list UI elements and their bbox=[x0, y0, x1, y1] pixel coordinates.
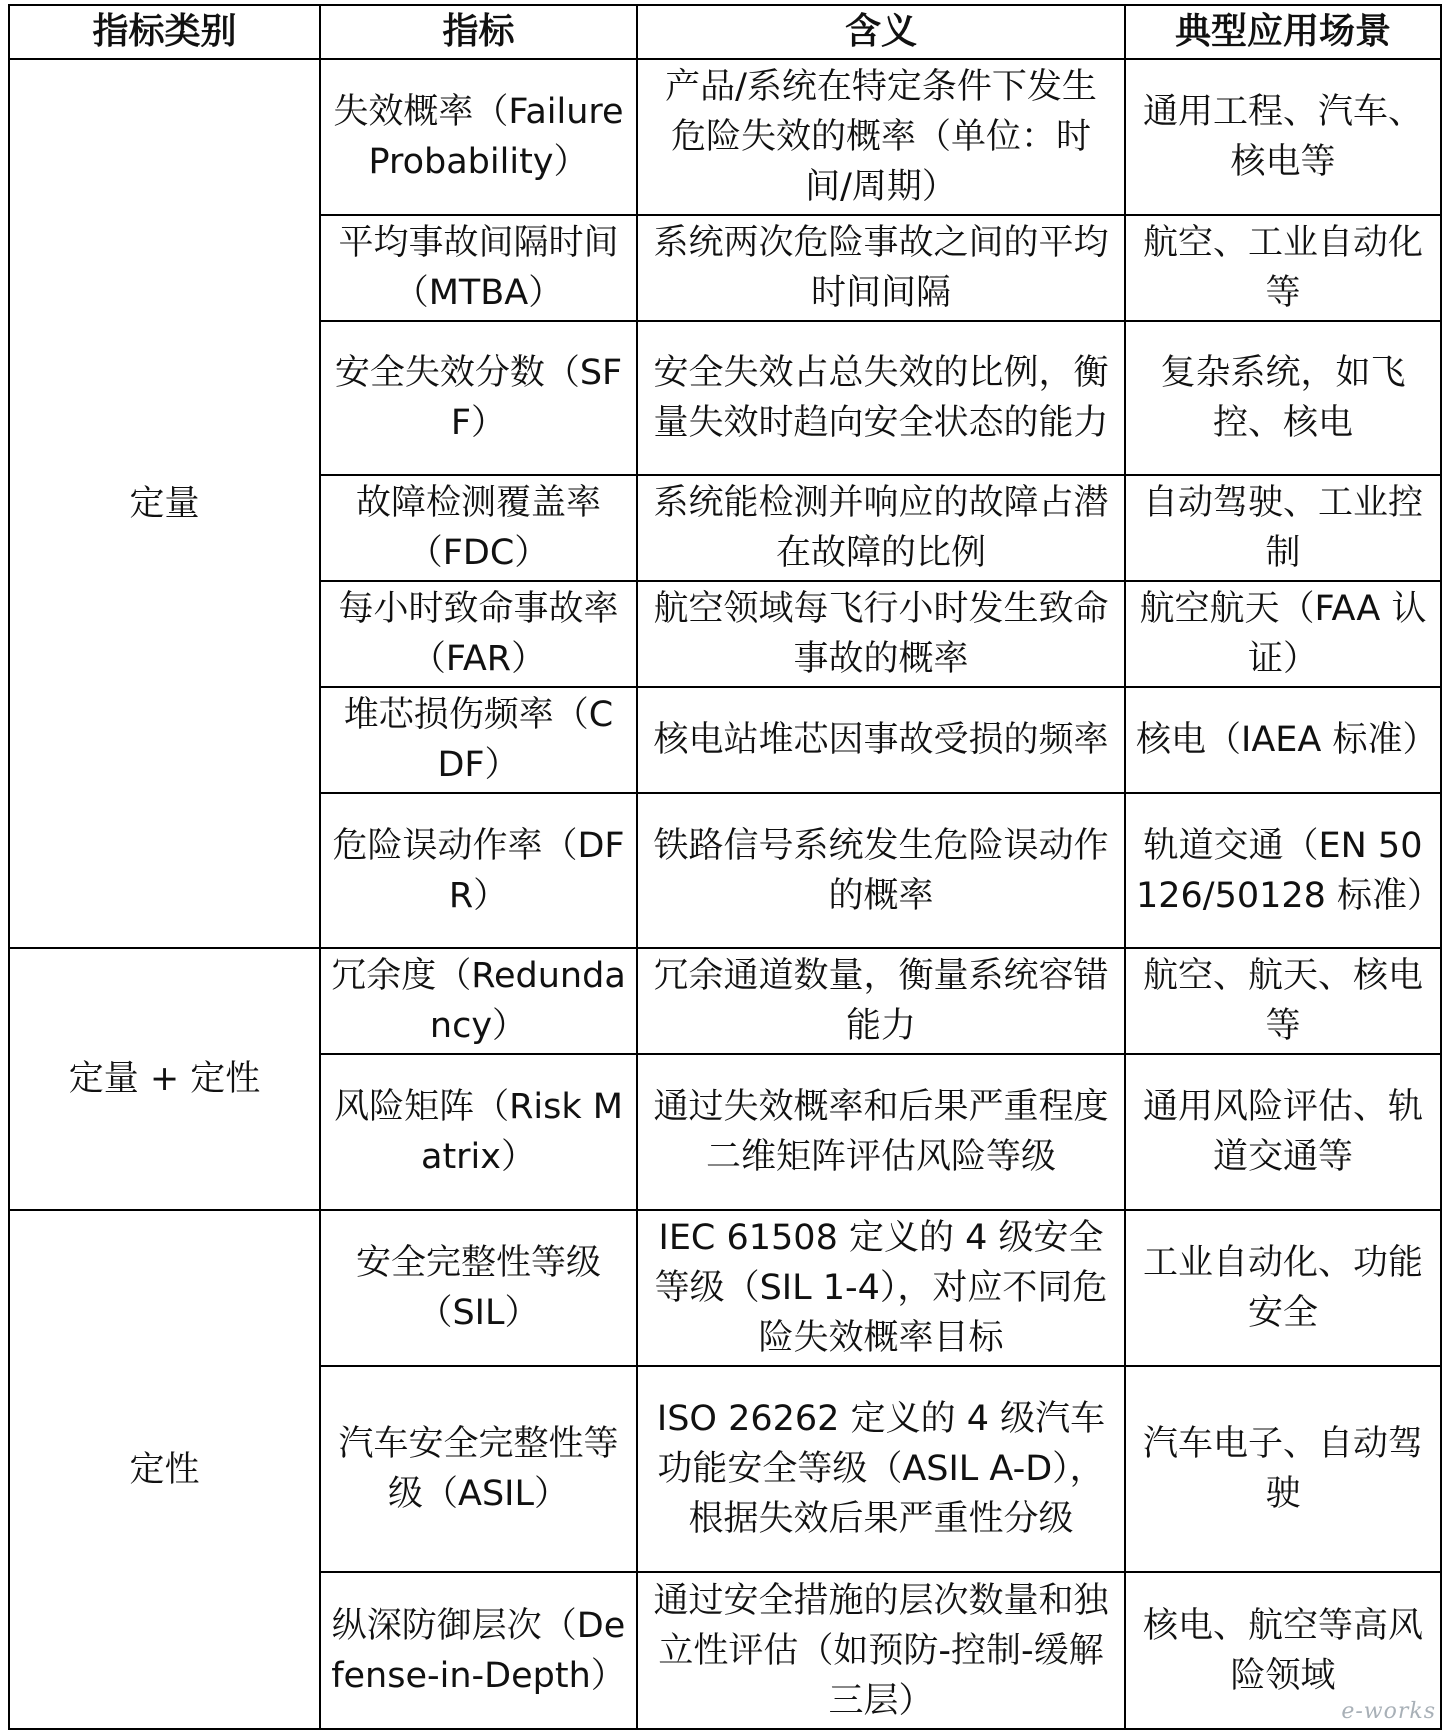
header-application: 典型应用场景 bbox=[1125, 5, 1441, 59]
metric-cell: 故障检测覆盖率（FDC） bbox=[320, 475, 637, 581]
application-cell: 航空航天（FAA 认证） bbox=[1125, 581, 1441, 687]
application-cell: 核电、航空等高风险领域 bbox=[1125, 1572, 1441, 1729]
header-category: 指标类别 bbox=[9, 5, 320, 59]
header-row bbox=[9, 5, 1441, 59]
category-cell: 定性 bbox=[9, 1210, 320, 1729]
metric-cell: 风险矩阵（Risk Matrix） bbox=[320, 1054, 637, 1210]
watermark-logo: e-works bbox=[1341, 1699, 1436, 1724]
application-cell: 自动驾驶、工业控制 bbox=[1125, 475, 1441, 581]
meaning-cell: 系统两次危险事故之间的平均时间间隔 bbox=[637, 215, 1125, 321]
meaning-cell: 系统能检测并响应的故障占潜在故障的比例 bbox=[637, 475, 1125, 581]
meaning-cell: 通过失效概率和后果严重程度二维矩阵评估风险等级 bbox=[637, 1054, 1125, 1210]
metric-cell: 汽车安全完整性等级（ASIL） bbox=[320, 1366, 637, 1572]
application-cell: 通用风险评估、轨道交通等 bbox=[1125, 1054, 1441, 1210]
metric-cell: 安全失效分数（SFF） bbox=[320, 321, 637, 475]
meaning-cell: 安全失效占总失效的比例，衡量失效时趋向安全状态的能力 bbox=[637, 321, 1125, 475]
meaning-cell: ISO 26262 定义的 4 级汽车功能安全等级（ASIL A-D），根据失效后果严重性分级 bbox=[637, 1366, 1125, 1572]
application-cell: 核电（IAEA 标准） bbox=[1125, 687, 1441, 793]
safety-metrics-table bbox=[8, 4, 1442, 1730]
application-cell: 通用工程、汽车、核电等 bbox=[1125, 59, 1441, 215]
metric-cell: 每小时致命事故率（FAR） bbox=[320, 581, 637, 687]
application-cell: 航空、航天、核电等 bbox=[1125, 948, 1441, 1054]
metric-cell: 冗余度（Redundancy） bbox=[320, 948, 637, 1054]
header-metric: 指标 bbox=[320, 5, 637, 59]
application-cell: 轨道交通（EN 50126/50128 标准） bbox=[1125, 793, 1441, 948]
meaning-cell: 产品/系统在特定条件下发生危险失效的概率（单位：时间/周期） bbox=[637, 59, 1125, 215]
metric-cell: 平均事故间隔时间（MTBA） bbox=[320, 215, 637, 321]
table-row bbox=[9, 948, 1441, 1054]
category-cell: 定量 bbox=[9, 59, 320, 948]
meaning-cell: 通过安全措施的层次数量和独立性评估（如预防-控制-缓解三层） bbox=[637, 1572, 1125, 1729]
application-cell: 汽车电子、自动驾驶 bbox=[1125, 1366, 1441, 1572]
metric-cell: 堆芯损伤频率（CDF） bbox=[320, 687, 637, 793]
header-meaning: 含义 bbox=[637, 5, 1125, 59]
meaning-cell: 铁路信号系统发生危险误动作的概率 bbox=[637, 793, 1125, 948]
metric-cell: 纵深防御层次（Defense-in-Depth） bbox=[320, 1572, 637, 1729]
table-row bbox=[9, 1210, 1441, 1366]
meaning-cell: IEC 61508 定义的 4 级安全等级（SIL 1-4），对应不同危险失效概率目标 bbox=[637, 1210, 1125, 1366]
category-cell: 定量 + 定性 bbox=[9, 948, 320, 1210]
metric-cell: 安全完整性等级（SIL） bbox=[320, 1210, 637, 1366]
meaning-cell: 航空领域每飞行小时发生致命事故的概率 bbox=[637, 581, 1125, 687]
metric-cell: 危险误动作率（DFR） bbox=[320, 793, 637, 948]
application-cell: 航空、工业自动化等 bbox=[1125, 215, 1441, 321]
application-cell: 复杂系统，如飞控、核电 bbox=[1125, 321, 1441, 475]
meaning-cell: 核电站堆芯因事故受损的频率 bbox=[637, 687, 1125, 793]
metric-cell: 失效概率（Failure Probability） bbox=[320, 59, 637, 215]
table-row bbox=[9, 59, 1441, 215]
meaning-cell: 冗余通道数量，衡量系统容错能力 bbox=[637, 948, 1125, 1054]
application-cell: 工业自动化、功能安全 bbox=[1125, 1210, 1441, 1366]
